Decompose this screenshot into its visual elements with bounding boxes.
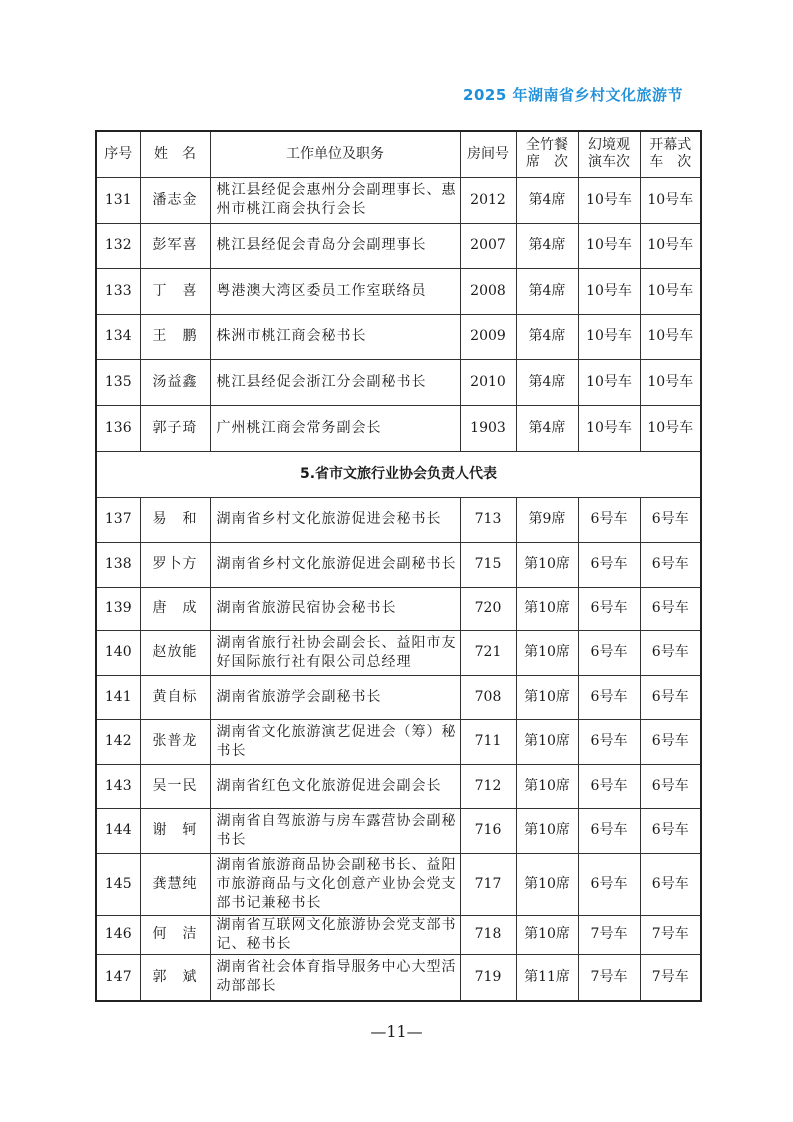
- cell-unit: 湖南省乡村文化旅游促进会副秘书长: [210, 542, 460, 587]
- cell-seat: 第10席: [516, 542, 578, 587]
- cell-unit: 湖南省旅游民宿协会秘书长: [210, 587, 460, 630]
- section-header-row: [96, 451, 701, 497]
- cell-open-bus: 6号车: [640, 764, 701, 808]
- cell-show-bus: 10号车: [578, 359, 640, 405]
- cell-no: 134: [96, 314, 140, 359]
- cell-unit: 湖南省自驾旅游与房车露营协会副秘书长: [210, 808, 460, 853]
- cell-unit: 湖南省社会体育指导服务中心大型活动部部长: [210, 954, 460, 1001]
- cell-show-bus: 6号车: [578, 497, 640, 542]
- cell-seat: 第10席: [516, 853, 578, 915]
- cell-seat: 第10席: [516, 587, 578, 630]
- page-number: —11—: [370, 1022, 423, 1041]
- cell-no: 143: [96, 764, 140, 808]
- cell-open-bus: 6号车: [640, 853, 701, 915]
- cell-no: 132: [96, 223, 140, 268]
- cell-seat: 第10席: [516, 719, 578, 764]
- cell-open-bus: 6号车: [640, 497, 701, 542]
- section-title: 5.省市文旅行业协会负责人代表: [96, 451, 701, 497]
- table-row: [96, 587, 701, 630]
- table-row: [96, 630, 701, 675]
- col-header-name: 姓 名: [140, 131, 210, 177]
- cell-show-bus: 7号车: [578, 915, 640, 954]
- cell-room: 712: [460, 764, 516, 808]
- cell-room: 717: [460, 853, 516, 915]
- cell-open-bus: 6号车: [640, 542, 701, 587]
- table-row: [96, 223, 701, 268]
- cell-room: 1903: [460, 405, 516, 451]
- cell-no: 141: [96, 675, 140, 719]
- cell-open-bus: 7号车: [640, 954, 701, 1001]
- cell-name: 罗卜方: [140, 542, 210, 587]
- table-row: [96, 542, 701, 587]
- col-header-room: 房间号: [460, 131, 516, 177]
- cell-show-bus: 10号车: [578, 405, 640, 451]
- cell-open-bus: 10号车: [640, 359, 701, 405]
- cell-seat: 第11席: [516, 954, 578, 1001]
- cell-seat: 第4席: [516, 405, 578, 451]
- cell-unit: 湖南省互联网文化旅游协会党支部书记、秘书长: [210, 915, 460, 954]
- cell-show-bus: 10号车: [578, 314, 640, 359]
- cell-open-bus: 10号车: [640, 223, 701, 268]
- col-header-seat: 全竹餐席 次: [516, 131, 578, 177]
- cell-unit: 湖南省旅游商品协会副秘书长、益阳市旅游商品与文化创意产业协会党支部书记兼秘书长: [210, 853, 460, 915]
- cell-no: 135: [96, 359, 140, 405]
- cell-name: 吴一民: [140, 764, 210, 808]
- cell-show-bus: 6号车: [578, 630, 640, 675]
- cell-name: 郭子琦: [140, 405, 210, 451]
- table-body-a: [96, 177, 701, 451]
- cell-unit: 粤港澳大湾区委员工作室联络员: [210, 268, 460, 314]
- cell-room: 721: [460, 630, 516, 675]
- cell-seat: 第4席: [516, 268, 578, 314]
- cell-open-bus: 6号车: [640, 719, 701, 764]
- cell-open-bus: 6号车: [640, 808, 701, 853]
- cell-name: 彭军喜: [140, 223, 210, 268]
- cell-seat: 第10席: [516, 915, 578, 954]
- cell-room: 2012: [460, 177, 516, 223]
- table-row: [96, 675, 701, 719]
- cell-seat: 第10席: [516, 630, 578, 675]
- cell-name: 何 洁: [140, 915, 210, 954]
- cell-no: 144: [96, 808, 140, 853]
- cell-show-bus: 10号车: [578, 223, 640, 268]
- table-row: [96, 268, 701, 314]
- cell-room: 711: [460, 719, 516, 764]
- cell-show-bus: 6号车: [578, 764, 640, 808]
- cell-show-bus: 6号车: [578, 719, 640, 764]
- cell-name: 赵放能: [140, 630, 210, 675]
- cell-room: 2007: [460, 223, 516, 268]
- cell-no: 145: [96, 853, 140, 915]
- cell-open-bus: 10号车: [640, 405, 701, 451]
- cell-unit: 株洲市桃江商会秘书长: [210, 314, 460, 359]
- attendee-table: [95, 130, 702, 1002]
- cell-show-bus: 6号车: [578, 808, 640, 853]
- cell-unit: 湖南省文化旅游演艺促进会（筹）秘书长: [210, 719, 460, 764]
- cell-room: 715: [460, 542, 516, 587]
- cell-room: 2008: [460, 268, 516, 314]
- col-header-unit: 工作单位及职务: [210, 131, 460, 177]
- section-row-group: [96, 451, 701, 497]
- cell-unit: 桃江县经促会浙江分会副秘书长: [210, 359, 460, 405]
- cell-name: 郭 斌: [140, 954, 210, 1001]
- cell-show-bus: 6号车: [578, 675, 640, 719]
- cell-show-bus: 6号车: [578, 542, 640, 587]
- cell-room: 718: [460, 915, 516, 954]
- cell-no: 138: [96, 542, 140, 587]
- cell-seat: 第9席: [516, 497, 578, 542]
- cell-no: 133: [96, 268, 140, 314]
- cell-seat: 第10席: [516, 675, 578, 719]
- cell-name: 唐 成: [140, 587, 210, 630]
- table-row: [96, 405, 701, 451]
- cell-name: 潘志金: [140, 177, 210, 223]
- cell-unit: 桃江县经促会青岛分会副理事长: [210, 223, 460, 268]
- cell-no: 137: [96, 497, 140, 542]
- cell-open-bus: 10号车: [640, 314, 701, 359]
- cell-unit: 桃江县经促会惠州分会副理事长、惠州市桃江商会执行会长: [210, 177, 460, 223]
- table-row: [96, 359, 701, 405]
- table-row: [96, 853, 701, 915]
- cell-seat: 第4席: [516, 223, 578, 268]
- cell-room: 720: [460, 587, 516, 630]
- cell-no: 136: [96, 405, 140, 451]
- cell-open-bus: 10号车: [640, 268, 701, 314]
- cell-show-bus: 7号车: [578, 954, 640, 1001]
- col-header-show-bus: 幻境观演车次: [578, 131, 640, 177]
- cell-room: 716: [460, 808, 516, 853]
- cell-name: 龚慧纯: [140, 853, 210, 915]
- cell-seat: 第4席: [516, 359, 578, 405]
- cell-show-bus: 6号车: [578, 587, 640, 630]
- cell-open-bus: 7号车: [640, 915, 701, 954]
- col-header-no: 序号: [96, 131, 140, 177]
- cell-open-bus: 6号车: [640, 675, 701, 719]
- table-row: [96, 497, 701, 542]
- col-header-open-bus: 开幕式车 次: [640, 131, 701, 177]
- cell-no: 146: [96, 915, 140, 954]
- cell-unit: 湖南省旅游学会副秘书长: [210, 675, 460, 719]
- cell-open-bus: 6号车: [640, 630, 701, 675]
- table-row: [96, 314, 701, 359]
- cell-unit: 湖南省乡村文化旅游促进会秘书长: [210, 497, 460, 542]
- cell-show-bus: 10号车: [578, 268, 640, 314]
- cell-no: 142: [96, 719, 140, 764]
- cell-room: 2010: [460, 359, 516, 405]
- cell-name: 易 和: [140, 497, 210, 542]
- cell-name: 黄自标: [140, 675, 210, 719]
- cell-seat: 第4席: [516, 314, 578, 359]
- cell-room: 2009: [460, 314, 516, 359]
- cell-unit: 湖南省红色文化旅游促进会副会长: [210, 764, 460, 808]
- cell-name: 丁 喜: [140, 268, 210, 314]
- table-row: [96, 177, 701, 223]
- cell-name: 谢 轲: [140, 808, 210, 853]
- cell-name: 张普龙: [140, 719, 210, 764]
- cell-unit: 湖南省旅行社协会副会长、益阳市友好国际旅行社有限公司总经理: [210, 630, 460, 675]
- table-row: [96, 954, 701, 1001]
- cell-open-bus: 10号车: [640, 177, 701, 223]
- cell-no: 147: [96, 954, 140, 1001]
- cell-show-bus: 10号车: [578, 177, 640, 223]
- table-row: [96, 719, 701, 764]
- table-row: [96, 808, 701, 853]
- table-body-b: [96, 497, 701, 1001]
- cell-open-bus: 6号车: [640, 587, 701, 630]
- table-header-row: [96, 131, 701, 177]
- cell-no: 139: [96, 587, 140, 630]
- cell-no: 140: [96, 630, 140, 675]
- cell-seat: 第10席: [516, 764, 578, 808]
- cell-seat: 第4席: [516, 177, 578, 223]
- table-row: [96, 915, 701, 954]
- table-row: [96, 764, 701, 808]
- cell-show-bus: 6号车: [578, 853, 640, 915]
- cell-no: 131: [96, 177, 140, 223]
- cell-room: 719: [460, 954, 516, 1001]
- cell-room: 708: [460, 675, 516, 719]
- cell-name: 汤益鑫: [140, 359, 210, 405]
- cell-name: 王 鹏: [140, 314, 210, 359]
- cell-unit: 广州桃江商会常务副会长: [210, 405, 460, 451]
- cell-room: 713: [460, 497, 516, 542]
- cell-seat: 第10席: [516, 808, 578, 853]
- document-header-title: 2025 年湖南省乡村文化旅游节: [463, 86, 683, 104]
